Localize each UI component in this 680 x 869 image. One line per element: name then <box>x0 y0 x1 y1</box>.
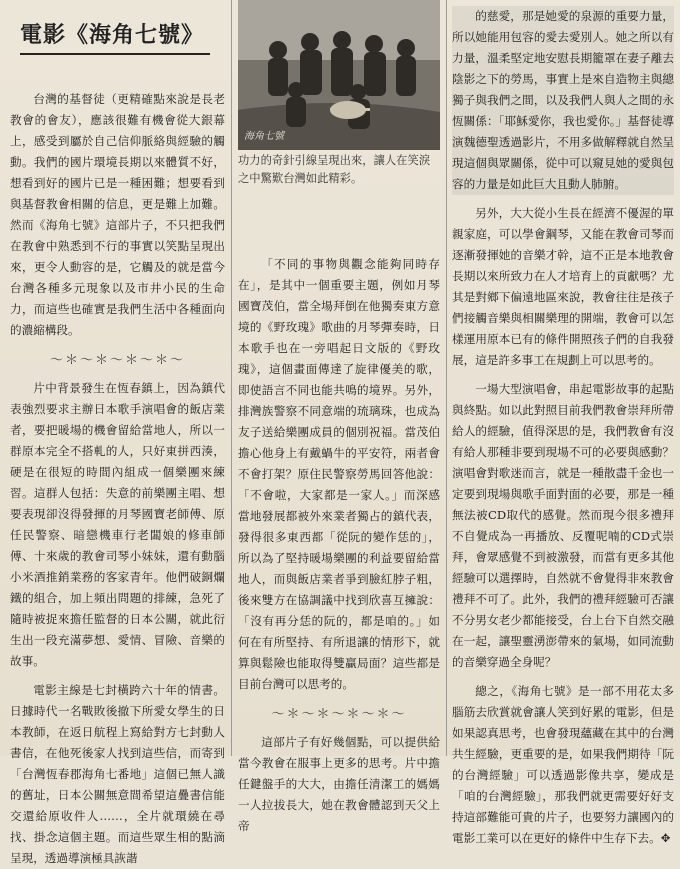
column-1 <box>10 0 225 865</box>
paragraph: 台灣的基督徒（更精確點來說是長老教會的會友），應該很難有機會從大銀幕上，感受到屬於自己信仰脈絡與經驗的觸動。我們的國片環境長期以來體質不好，想看到好的國片已是一種困難；想要看到與基督教會相關的信息，更是難上加難。然而《海角七號》這部片子，不只把我們在教會中熟悉到不行的事實以笑點呈現出來，更令人動容的是，它觸及的就是當今台灣各種多元現象以及市井小民的生命力，而這些也確實是我們生活中各種面向的濃縮構段。 <box>10 92 225 337</box>
photo-caption: 功力的奇針引線呈現出來，讓人在笑淚之中驚歎台灣如此精彩。 <box>238 154 431 185</box>
column-2 <box>238 0 440 833</box>
article-title: 電影《海角七號》 <box>20 18 210 55</box>
movie-cast-photo <box>238 0 440 150</box>
column-3 <box>452 0 674 845</box>
paragraph: 一場大型演唱會，串起電影故事的起點與終點。如以此對照目前我們教會崇拜所帶給人的經驗，值得深思的是，我們教會有沒有給人那種非要到現場不可的必要與感動？演唱會對歌迷而言，就是一種散盡千金也一定要到現場與歌手面對面的必要，那是一種無法被CD取代的感覺。然而現今很多禮拜不自覺成為一再播放、反覆呢喃的CD式崇拜，會眾感覺不到被激發，而當有更多其他經驗可以選擇時，自然就不會覺得非來教會禮拜不可了。此外，我們的禮拜經驗可否讓不分男女老少都能接受，台上台下自然交融在一起，讓聖靈湧澎帶來的氣場，如同流動的音樂穿過全身呢？ <box>452 382 674 669</box>
section-divider: ～＊～＊～＊～＊～ <box>49 353 185 368</box>
paragraph: 另外，大大從小生長在經濟不優渥的單親家庭，可以學會鋼琴，又能在教會司琴而逐漸發揮她的音樂才幹，這不正是本地教會長期以來所致力在人才培育上的貢獻嗎？尤其是對鄉下偏遠地區來說，教會往往是孩子們接觸音樂與相關樂理的開端，教會可以怎樣運用原本已有的條件開照孩子們的自我發展，這是許多事工在規劃上可以思考的。 <box>452 206 674 367</box>
column-rule <box>231 0 232 756</box>
paragraph: 電影主線是七封橫跨六十年的情書。日據時代一名戰敗後撤下所愛女學生的日本教師，在返日航程上寫給對方七封動人書信，在他死後家人找到這些信，而寄到「台灣恆春郡海角七番地」這個已無人識的舊址，日本公關無意間希望這疊書信能交還給原收件人……，全片就環繞在尋找、掛念這個主題。而這些眾生相的點滴呈現，透過導演極具詼諧 <box>10 683 225 865</box>
paragraph: 的慈愛，那是她愛的泉源的重要力量，所以她能用包容的愛去愛別人。她之所以有力量，溫柔堅定地安慰長期籠罩在妻子離去陰影之下的勞馬，事實上是來自造物主與總獨子與我們之間，以及我們人與人之間的永恆關係：「耶穌愛你，我也愛你。」基督徒導演魏德聖透過影片，不用多做解釋就自然呈現這個與眾關係，從中可以窺見她的愛與包容的力量是如此巨大且動人肺腑。 <box>452 6 674 195</box>
section-divider: ～＊～＊～＊～＊～ <box>271 707 407 722</box>
paragraph: 「不同的事物與觀念能夠同時存在」，是其中一個重要主題，例如月琴國寶茂伯，當全場拜倒在他獨奏東方意境的《野玫瑰》歌曲的月琴彈奏時，日本歌手也在一旁唱起日文版的《野玫瑰》，這個畫面傳達了旋律優美的歌，即使語言不同也能共鳴的境界。另外，排灣族警察不同意端的琉璃珠，也成為友子送給樂團成員的個別祝福。當茂伯擔心他身上有戴蝸牛的平安符，兩者會不會打架？原住民警察勞馬回答他說：「不會啦，大家都是一家人。」而深感當地發展都被外來業者獨占的鎮代表，發得很多東西都「從阮的變作恁的」，所以為了堅持暖場樂團的利益要留給當地人，而與飯店業者爭到臉紅脖子粗，後來雙方在協調議中找到欣喜互擁說：「沒有再分恁的阮的，都是咱的。」如何在有所堅持、有所退讓的情形下，就算與鬆險也能取得雙贏局面？這些都是目前台灣可以思考的。 <box>238 257 440 691</box>
paragraph: 片中背景發生在恆春鎮上，因為鎮代表強烈要求主辦日本歌手演唱會的飯店業者，要把暖場的機會留給當地人，所以一群原本完全不搭軋的人，只好東拼西湊，硬是在很短的時間內組成一個樂團來練習。這群人包括：失意的前樂團主唱、想要表現卻沒得發揮的月琴國寶老師傅、原任民警察、暗戀機車行老闆娘的修車師傅、十來歲的教會司琴小妹妹，還有動腦小米酒推銷業務的客家青年。他們破銅爛鐵的組合，加上頻出問題的排練，急死了隨時被捉來擔任監督的日本公關，就此衍生出一段充滿夢想、愛情、冒險、音樂的故事。 <box>10 381 225 668</box>
column-rule <box>446 0 447 756</box>
paragraph: 這部片子有好幾個點，可以提供給當今教會在服事上更多的思考。片中擔任鍵盤手的大大，由擔任清潔工的媽媽一人拉拔長大，她在教會體認到天父上帝 <box>238 735 440 833</box>
paragraph: 總之，《海角七號》是一部不用花太多腦筋去欣賞就會讓人笑到好累的電影，但是如果認真思考，也會發現蘊藏在其中的台灣共生經驗，更重要的是，如果我們期待「阮的台灣經驗」可以透過影像共享，變成是「咱的台灣經驗」，那我們就更需要好好支持這部難能可貴的片子，也要努力讓國內的電影工業可以在更好的條件中生存下去。✥ <box>452 684 674 845</box>
photo-signature: 海角七號 <box>244 131 284 142</box>
